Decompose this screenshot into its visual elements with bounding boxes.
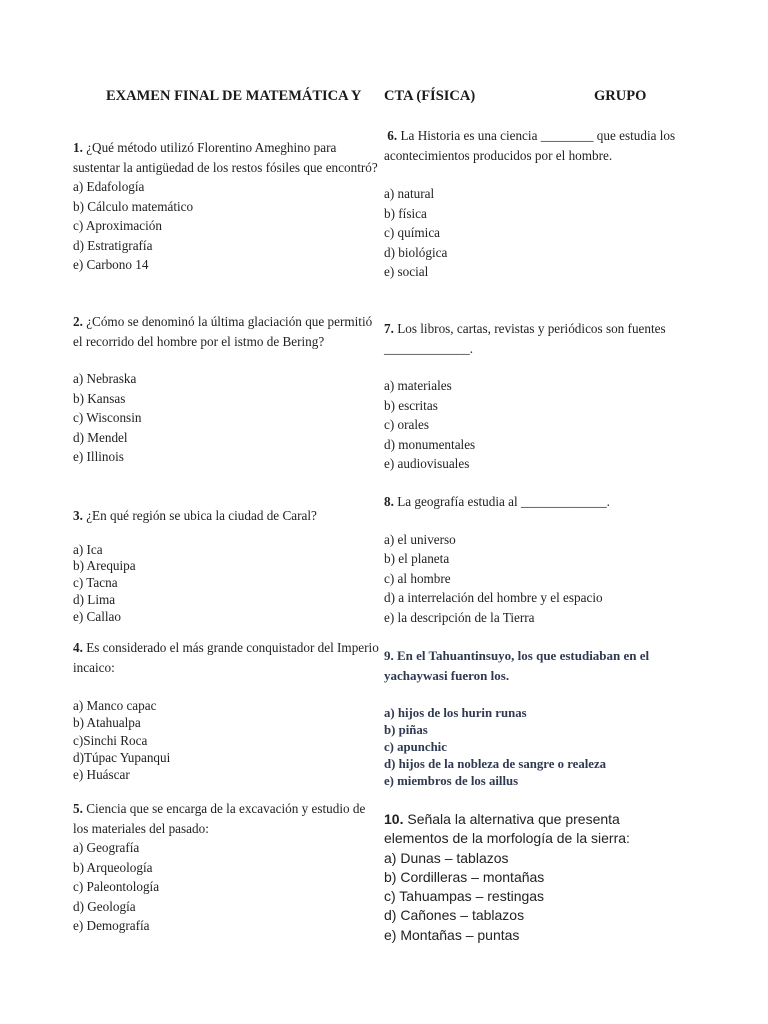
options-list bbox=[73, 177, 385, 275]
question-1 bbox=[73, 138, 385, 275]
option: b) Kansas bbox=[73, 390, 126, 406]
question-4 bbox=[73, 638, 385, 783]
option: b) el planeta bbox=[384, 551, 450, 566]
question-9 bbox=[384, 646, 694, 790]
question-number: 1. bbox=[73, 140, 83, 155]
option: a) hijos de los hurin runas bbox=[384, 706, 527, 720]
question-number: 8. bbox=[384, 494, 394, 509]
option: b) piñas bbox=[384, 723, 428, 737]
option: e) Huáscar bbox=[73, 767, 130, 783]
question-stem bbox=[73, 312, 373, 351]
option: d) Mendel bbox=[73, 429, 128, 445]
option: b) Arqueología bbox=[73, 859, 153, 875]
exam-title-part2: CTA (FÍSICA) bbox=[384, 88, 476, 104]
option: e) social bbox=[384, 264, 429, 279]
question-stem bbox=[384, 810, 674, 849]
question-stem bbox=[73, 138, 385, 177]
question-7 bbox=[384, 319, 684, 474]
question-stem bbox=[73, 799, 373, 838]
option: e) Montañas – puntas bbox=[384, 926, 520, 943]
option: c) Tacna bbox=[73, 575, 118, 591]
option: c) Paleontología bbox=[73, 879, 160, 894]
option: c) orales bbox=[384, 417, 430, 432]
option: a) natural bbox=[384, 186, 435, 201]
option: d) hijos de la nobleza de sangre o realeza bbox=[384, 757, 607, 771]
option: b) Cordilleras – montañas bbox=[384, 868, 545, 885]
question-text: La Historia es una ciencia ________ que estudia los acontecimientos producidos por el hombre. bbox=[384, 128, 676, 163]
options-list bbox=[384, 376, 684, 474]
option: a) el universo bbox=[384, 531, 456, 547]
question-stem bbox=[384, 319, 684, 358]
option: b) Cálculo matemático bbox=[73, 198, 194, 214]
option: e) la descripción de la Tierra bbox=[384, 609, 535, 625]
question-stem bbox=[384, 126, 694, 165]
option: d) monumentales bbox=[384, 436, 476, 452]
question-text: Ciencia que se encarga de la excavación y estudio de los materiales del pasado: bbox=[73, 801, 366, 836]
options-list bbox=[384, 705, 694, 790]
option: b) escritas bbox=[384, 397, 438, 413]
option: c) química bbox=[384, 225, 441, 240]
question-number: 2. bbox=[73, 314, 83, 329]
question-5 bbox=[73, 799, 373, 936]
option: e) audiovisuales bbox=[384, 456, 470, 471]
option: d)Túpac Yupanqui bbox=[73, 749, 171, 765]
question-2 bbox=[73, 312, 373, 467]
question-number: 9. E bbox=[384, 648, 406, 663]
option: c) Tahuampas – restingas bbox=[384, 888, 545, 905]
option: e) Demografía bbox=[73, 918, 150, 933]
question-number: 7. bbox=[384, 321, 394, 336]
question-number: 5. bbox=[73, 801, 83, 816]
question-text: ¿Qué método utilizó Florentino Ameghino para sustentar la antigüedad de los restos fósiles que encontró? bbox=[73, 140, 378, 175]
question-text: Los libros, cartas, revistas y periódicos son fuentes _____________. bbox=[384, 321, 666, 356]
options-list bbox=[73, 369, 373, 467]
exam-header bbox=[0, 88, 768, 108]
option: c) apunchic bbox=[384, 740, 447, 754]
options-list bbox=[384, 530, 714, 628]
question-number: 6. bbox=[387, 128, 398, 143]
options-list bbox=[73, 838, 373, 936]
options-list bbox=[384, 849, 674, 945]
question-text: Señala la alternativa que presenta elementos de la morfología de la sierra: bbox=[384, 811, 630, 847]
option: d) a interrelación del hombre y el espacio bbox=[384, 590, 603, 605]
question-8 bbox=[384, 492, 714, 627]
question-stem bbox=[73, 506, 385, 526]
question-3 bbox=[73, 506, 385, 625]
option: e) miembros de los aillus bbox=[384, 774, 519, 788]
option: d) Lima bbox=[73, 591, 116, 607]
question-stem bbox=[73, 638, 385, 677]
question-text: ¿En qué región se ubica la ciudad de Caral? bbox=[82, 508, 317, 523]
question-text: n el Tahuantinsuyo, los que estudiaban en el yachaywasi fueron los. bbox=[384, 648, 650, 683]
options-list bbox=[73, 697, 385, 783]
option: a) Dunas – tablazos bbox=[384, 849, 509, 866]
option: c) Aproximación bbox=[73, 218, 162, 233]
option: a) Nebraska bbox=[73, 371, 137, 386]
question-text: ¿Cómo se denominó la última glaciación que permitió el recorrido del hombre por el istmo de Bering? bbox=[73, 314, 373, 349]
option: e) Callao bbox=[73, 608, 121, 624]
option: e) Carbono 14 bbox=[73, 257, 149, 272]
options-list bbox=[73, 542, 385, 626]
option: a) Geografía bbox=[73, 840, 140, 855]
option: d) biológica bbox=[384, 244, 448, 260]
option: d) Geología bbox=[73, 898, 136, 914]
option: d) Estratigrafía bbox=[73, 237, 153, 253]
option: b) Arequipa bbox=[73, 558, 136, 574]
question-number: 10. bbox=[384, 811, 404, 827]
question-stem bbox=[384, 646, 694, 686]
option: a) Ica bbox=[73, 541, 103, 557]
question-6 bbox=[384, 126, 694, 282]
option: a) materiales bbox=[384, 378, 452, 393]
question-number: 4. bbox=[73, 640, 83, 655]
exam-title-part1: EXAMEN FINAL DE MATEMÁTICA Y bbox=[106, 88, 362, 104]
option: c)Sinchi Roca bbox=[73, 732, 148, 748]
option: c) al hombre bbox=[384, 570, 451, 586]
question-10 bbox=[384, 810, 674, 945]
option: d) Cañones – tablazos bbox=[384, 907, 525, 924]
options-list bbox=[384, 184, 694, 282]
question-text: Es considerado el más grande conquistador del Imperio incaico: bbox=[73, 640, 379, 675]
question-text: La geografía estudia al _____________. bbox=[393, 494, 610, 509]
option: a) Manco capac bbox=[73, 698, 157, 713]
option: a) Edafología bbox=[73, 179, 145, 194]
group-label: GRUPO bbox=[594, 88, 647, 104]
question-stem bbox=[384, 492, 714, 512]
option: e) Illinois bbox=[73, 449, 124, 464]
option: c) Wisconsin bbox=[73, 410, 142, 425]
option: b) Atahualpa bbox=[73, 715, 141, 731]
option: b) física bbox=[384, 205, 427, 221]
question-number: 3. bbox=[73, 508, 83, 523]
